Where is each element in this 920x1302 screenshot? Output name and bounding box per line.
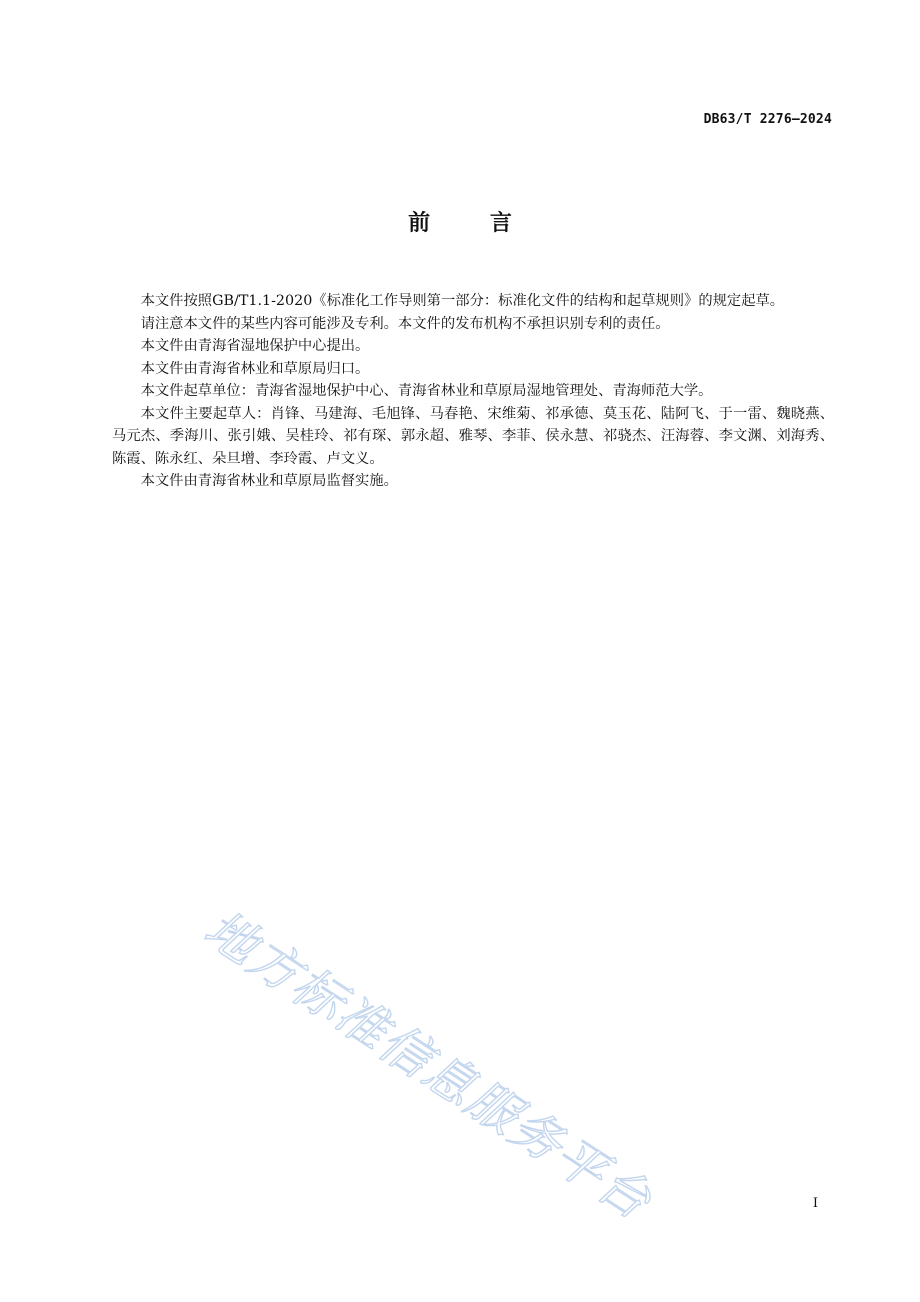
page-title: 前 言 (408, 211, 538, 236)
paragraph-patent-notice: 请注意本文件的某些内容可能涉及专利。本文件的发布机构不承担识别专利的责任。 (140, 315, 670, 332)
document-code: DB63/T 2276—2024 (703, 112, 832, 127)
paragraph-drafting-units: 本文件起草单位：青海省湿地保护中心、青海省林业和草原局湿地管理处、青海师范大学。 (140, 383, 713, 399)
paragraph-proposer: 本文件由青海省湿地保护中心提出。 (140, 338, 370, 354)
preface-body (112, 290, 834, 493)
paragraph-drafters: 本文件主要起草人：肖锋、马建海、毛旭锋、马春艳、宋维菊、祁承德、莫玉花、陆阿飞、于一雷、魏晓燕、马元杰、季海川、张引娥、吴桂玲、祁有琛、郭永超、雅琴、李菲、侯永慧、祁骁杰、汪海蓉、李文渊、刘海秀、陈霞、陈永红、朵旦增、李玲霞、卢文义。 (112, 405, 834, 467)
watermark: 地方标准信息服务平台 (194, 899, 663, 1232)
page-number: I (812, 1196, 818, 1211)
paragraph-administrator: 本文件由青海省林业和草原局归口。 (140, 360, 370, 377)
paragraph-drafting-rules: 本文件按照GB/T1.1-2020《标准化工作导则第一部分：标准化文件的结构和起草规则》的规定起草。 (140, 293, 785, 309)
paragraph-supervisor: 本文件由青海省林业和草原局监督实施。 (140, 473, 398, 489)
